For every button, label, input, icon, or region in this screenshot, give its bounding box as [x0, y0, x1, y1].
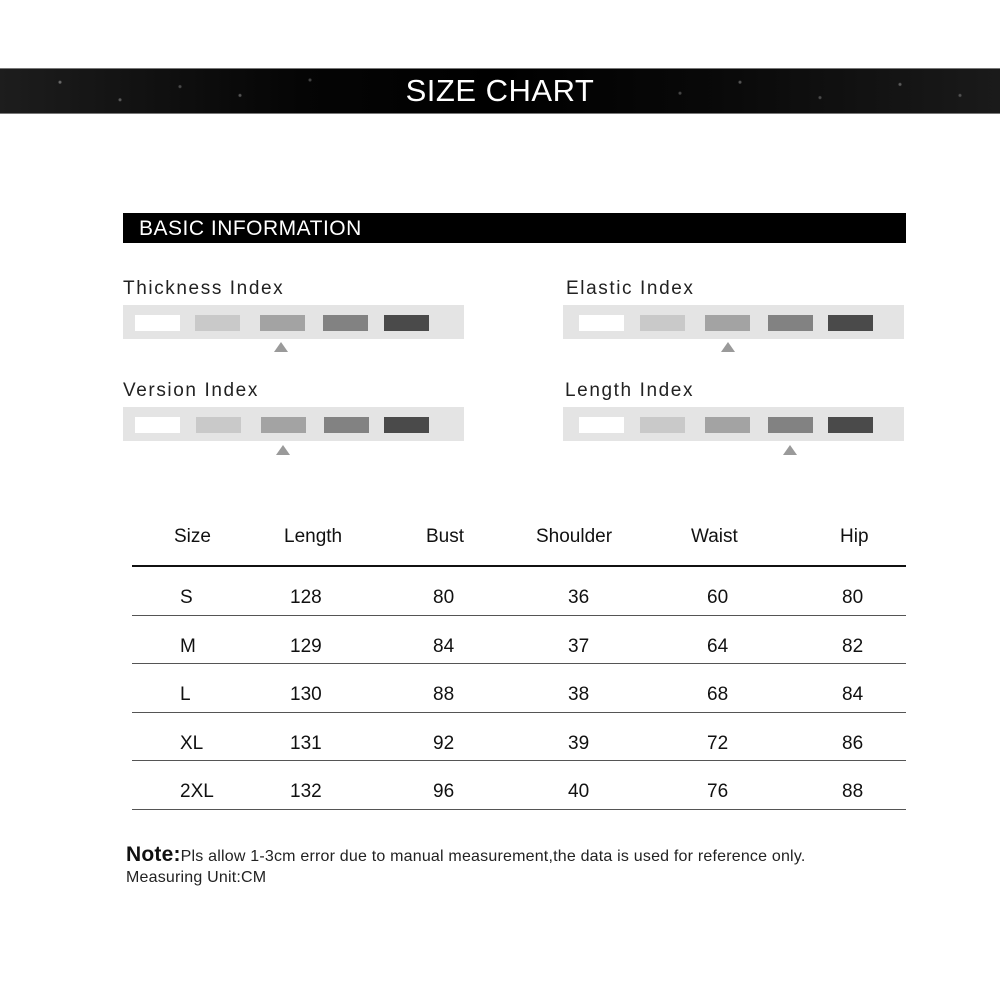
page-title: SIZE CHART — [405, 73, 595, 108]
cell-shoulder: 38 — [568, 684, 590, 705]
scale-swatch-5 — [384, 417, 429, 433]
cell-waist: 60 — [707, 587, 729, 608]
cell-length: 130 — [290, 684, 322, 705]
length-index-label: Length Index — [565, 380, 695, 401]
elastic-index-scale — [563, 305, 904, 339]
note-label: Note — [126, 843, 174, 866]
measuring-unit: Measuring Unit:CM — [126, 869, 267, 886]
cell-size: XL — [180, 732, 204, 754]
cell-shoulder: 37 — [568, 635, 590, 657]
cell-bust: 88 — [433, 684, 455, 705]
scale-swatch-1 — [579, 315, 624, 331]
section-title: BASIC INFORMATION — [139, 217, 362, 240]
cell-waist: 68 — [707, 684, 729, 705]
version-index-label: Version Index — [123, 380, 259, 401]
cell-shoulder: 40 — [568, 781, 590, 802]
table-row — [132, 713, 906, 762]
cell-hip: 84 — [842, 684, 864, 705]
column-header-size: Size — [174, 526, 211, 547]
scale-swatch-4 — [768, 417, 813, 433]
scale-swatch-5 — [384, 315, 429, 331]
cell-waist: 72 — [707, 732, 729, 754]
cell-length: 132 — [290, 781, 322, 802]
cell-bust: 96 — [433, 781, 455, 802]
length-index-scale — [563, 407, 904, 441]
cell-length: 128 — [290, 587, 322, 608]
cell-size: M — [180, 635, 196, 657]
scale-swatch-3 — [705, 417, 750, 433]
scale-swatch-2 — [196, 417, 241, 433]
table-row — [132, 761, 906, 810]
length-level-marker-icon — [783, 445, 797, 455]
version-index-scale — [123, 407, 464, 441]
table-header-row — [132, 518, 906, 567]
note-separator: : — [173, 843, 181, 866]
cell-hip: 80 — [842, 587, 864, 608]
column-header-shoulder: Shoulder — [536, 526, 613, 547]
cell-hip: 86 — [842, 732, 864, 754]
scale-swatch-2 — [195, 315, 240, 331]
elastic-level-marker-icon — [721, 342, 735, 352]
scale-swatch-5 — [828, 417, 873, 433]
note-text: Pls allow 1-3cm error due to manual measurement,the data is used for reference only. — [180, 848, 806, 865]
thickness-index-label: Thickness Index — [123, 278, 285, 299]
scale-swatch-3 — [260, 315, 305, 331]
version-level-marker-icon — [276, 445, 290, 455]
column-header-hip: Hip — [840, 526, 869, 547]
cell-hip: 88 — [842, 781, 864, 802]
cell-waist: 64 — [707, 635, 729, 657]
scale-swatch-3 — [705, 315, 750, 331]
cell-length: 129 — [290, 635, 322, 657]
size-table — [132, 518, 906, 810]
cell-hip: 82 — [842, 635, 864, 657]
column-header-bust: Bust — [426, 526, 465, 547]
scale-swatch-1 — [579, 417, 624, 433]
footnote — [126, 844, 805, 888]
section-header — [123, 213, 906, 243]
scale-swatch-3 — [261, 417, 306, 433]
cell-bust: 92 — [433, 732, 455, 754]
thickness-index-scale — [123, 305, 464, 339]
cell-length: 131 — [290, 732, 322, 754]
cell-size: S — [180, 587, 193, 608]
cell-bust: 80 — [433, 587, 455, 608]
scale-swatch-1 — [135, 315, 180, 331]
scale-swatch-2 — [640, 315, 685, 331]
cell-shoulder: 39 — [568, 732, 590, 754]
cell-bust: 84 — [433, 635, 455, 657]
cell-shoulder: 36 — [568, 587, 590, 608]
scale-swatch-4 — [323, 315, 368, 331]
column-header-waist: Waist — [691, 526, 738, 547]
cell-size: 2XL — [180, 781, 214, 802]
elastic-index-label: Elastic Index — [566, 278, 695, 299]
scale-swatch-5 — [828, 315, 873, 331]
table-row — [132, 567, 906, 616]
header-banner — [0, 68, 1000, 114]
thickness-level-marker-icon — [274, 342, 288, 352]
scale-swatch-2 — [640, 417, 685, 433]
column-header-length: Length — [284, 526, 343, 547]
cell-waist: 76 — [707, 781, 729, 802]
scale-swatch-1 — [135, 417, 180, 433]
scale-swatch-4 — [324, 417, 369, 433]
cell-size: L — [180, 684, 191, 705]
table-row — [132, 664, 906, 713]
table-row — [132, 616, 906, 665]
scale-swatch-4 — [768, 315, 813, 331]
